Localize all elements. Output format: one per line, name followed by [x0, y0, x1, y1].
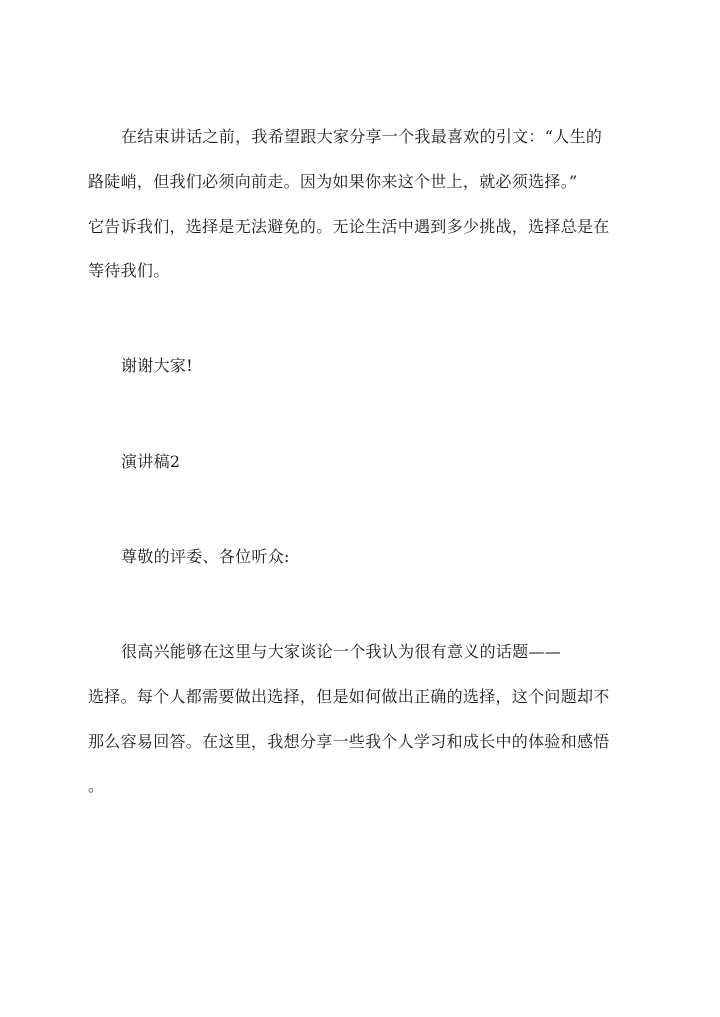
paragraph-line: 很高兴能够在这里与大家谈论一个我认为很有意义的话题—— — [121, 642, 562, 661]
section-heading: 演讲稿2 — [121, 452, 181, 471]
closing-thanks: 谢谢大家! — [121, 356, 193, 375]
paragraph-line: 在结束讲话之前，我希望跟大家分享一个我最喜欢的引文：“人生的 — [121, 127, 603, 146]
paragraph-line: 它告诉我们，选择是无法避免的。无论生活中遇到多少挑战，选择总是在 — [88, 217, 610, 236]
paragraph-line: 。 — [88, 776, 105, 795]
paragraph-line: 选择。每个人都需要做出选择，但是如何做出正确的选择，这个问题却不 — [88, 687, 610, 706]
paragraph-line: 路陡峭，但我们必须向前走。因为如果你来这个世上，就必须选择。” — [88, 172, 578, 191]
salutation: 尊敬的评委、各位听众: — [121, 547, 290, 566]
paragraph-line: 那么容易回答。在这里，我想分享一些我个人学习和成长中的体验和感悟 — [88, 732, 610, 751]
paragraph-line: 等待我们。 — [88, 261, 170, 280]
